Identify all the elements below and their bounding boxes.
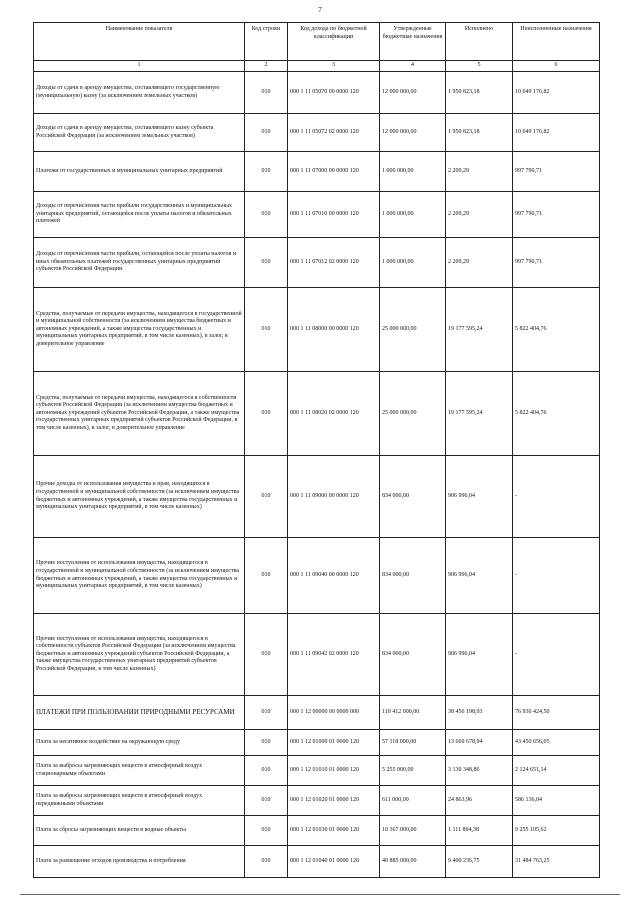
budget-code: 000 1 11 07000 00 0000 120 [288,152,380,192]
table-row [34,114,600,152]
budget-code: 000 1 11 09042 02 0000 120 [288,614,380,696]
unexecuted-amount: 997 790,71 [513,192,600,238]
indicator-name: Плата за сбросы загрязняющих веществ в водные объекты [34,816,245,846]
line-code: 010 [245,696,288,730]
budget-code: 000 1 12 01000 01 0000 120 [288,730,380,756]
indicator-name: Доходы от сдачи в аренду имущества, составляющего государственную (муниципальную) казну (за исключением земельных участков) [34,72,245,114]
line-code: 010 [245,288,288,372]
unexecuted-amount: - [513,456,600,538]
approved-amount: 834 000,00 [380,456,446,538]
executed-amount: 24 863,96 [446,786,513,816]
executed-amount: 3 130 348,86 [446,756,513,786]
column-number: 1 [34,61,245,72]
budget-code: 000 1 11 09040 00 0000 120 [288,538,380,614]
budget-code: 000 1 11 07012 02 0000 120 [288,238,380,288]
line-code: 010 [245,538,288,614]
unexecuted-amount: 43 450 656,05 [513,730,600,756]
budget-code: 000 1 11 05070 00 0000 120 [288,72,380,114]
unexecuted-amount: 5 822 404,76 [513,372,600,456]
column-number: 2 [245,61,288,72]
unexecuted-amount: 31 484 763,25 [513,846,600,878]
column-number: 6 [513,61,600,72]
indicator-name: Прочие поступления от использования имущества, находящегося в собственности субъектов Российской Федерации (за исключением имущества бюджетных и автономных учреждений субъектов Российской Федерации, а также имущества государственных унитарных предприятий субъектов Российской Федерации, в том числе казенных) [34,614,245,696]
unexecuted-amount: - [513,538,600,614]
unexecuted-amount: 997 790,71 [513,152,600,192]
indicator-name: Плата за выбросы загрязняющих веществ в атмосферный воздух передвижными объектами [34,786,245,816]
unexecuted-amount: 997 790,71 [513,238,600,288]
indicator-name: Доходы от перечисления части прибыли государственных и муниципальных унитарных предприятий, остающейся после уплаты налогов и обязательных платежей [34,192,245,238]
approved-amount: 10 367 000,00 [380,816,446,846]
page-number: 7 [318,6,322,14]
header-line-code: Код строки [245,23,288,61]
table-row [34,288,600,372]
unexecuted-amount: 9 255 105,62 [513,816,600,846]
table-row [34,756,600,786]
budget-code: 000 1 12 01040 01 0000 120 [288,846,380,878]
line-code: 010 [245,72,288,114]
line-code: 010 [245,192,288,238]
indicator-name: Средства, получаемые от передачи имущества, находящегося в собственности субъектов Российской Федерации (за исключением имущества бюджетных и автономных учреждений субъектов Российской Федерации, а также имущества государственных унитарных предприятий субъектов Российской Федерации, в том числе казенных), в залог, в доверительное управление [34,372,245,456]
indicator-name: Средства, получаемые от передачи имущества, находящегося в государственной и муниципальной собственности (за исключением имущества бюджетных и автономных учреждений, а также имущества государственных и муниципальных унитарных предприятий, в том числе казенных), в залог, в доверительное управление [34,288,245,372]
executed-amount: 2 209,29 [446,192,513,238]
indicator-name: Платежи от государственных и муниципальных унитарных предприятий [34,152,245,192]
line-code: 010 [245,152,288,192]
budget-code: 000 1 12 01010 01 0000 120 [288,756,380,786]
column-number: 3 [288,61,380,72]
unexecuted-amount: 10 049 176,82 [513,114,600,152]
line-code: 010 [245,372,288,456]
line-code: 010 [245,756,288,786]
table-row [34,192,600,238]
line-code: 010 [245,786,288,816]
table-row [34,238,600,288]
executed-amount: 9 400 236,75 [446,846,513,878]
approved-amount: 12 000 000,00 [380,72,446,114]
budget-code: 000 1 12 01020 01 0000 120 [288,786,380,816]
budget-code: 000 1 12 01030 01 0000 120 [288,816,380,846]
executed-amount: 1 950 823,18 [446,114,513,152]
table-row [34,730,600,756]
executed-amount: 2 209,29 [446,152,513,192]
executed-amount: 906 996,04 [446,614,513,696]
unexecuted-amount: 76 930 424,50 [513,696,600,730]
header-unexecuted: Неисполненные назначения [513,23,600,61]
executed-amount: 38 456 198,93 [446,696,513,730]
approved-amount: 1 000 000,00 [380,152,446,192]
executed-amount: 1 111 894,38 [446,816,513,846]
column-number: 5 [446,61,513,72]
table-row [34,816,600,846]
executed-amount: 13 669 678,94 [446,730,513,756]
approved-amount: 110 412 000,00 [380,696,446,730]
line-code: 010 [245,846,288,878]
budget-code: 000 1 11 05072 02 0000 120 [288,114,380,152]
table-row [34,152,600,192]
approved-amount: 611 000,00 [380,786,446,816]
line-code: 010 [245,456,288,538]
table-row [34,846,600,878]
line-code: 010 [245,816,288,846]
header-executed: Исполнено [446,23,513,61]
indicator-name: Доходы от сдачи в аренду имущества, составляющего казну субъекта Российской Федерации (за исключением земельных участков) [34,114,245,152]
indicator-name: Прочие доходы от использования имущества и прав, находящихся в государственной и муниципальной собственности (за исключением имущества бюджетных и автономных учреждений, а также имущества государственных и муниципальных унитарных предприятий, в том числе казенных) [34,456,245,538]
line-code: 010 [245,730,288,756]
indicator-name: Прочие поступления от использования имущества, находящегося в государственной и муниципальной собственности (за исключением имущества бюджетных и автономных учреждений, а также имущества государственных и муниципальных унитарных предприятий, в том числе казенных) [34,538,245,614]
approved-amount: 834 000,00 [380,538,446,614]
executed-amount: 19 177 595,24 [446,288,513,372]
table-row [34,538,600,614]
table-row [34,372,600,456]
approved-amount: 57 118 000,00 [380,730,446,756]
page-bottom-rule [20,894,620,895]
budget-code: 000 1 12 00000 00 0000 000 [288,696,380,730]
executed-amount: 906 996,04 [446,538,513,614]
table-row [34,786,600,816]
executed-amount: 2 209,29 [446,238,513,288]
budget-code: 000 1 11 07010 00 0000 120 [288,192,380,238]
indicator-name: ПЛАТЕЖИ ПРИ ПОЛЬЗОВАНИИ ПРИРОДНЫМИ РЕСУРСАМИ [34,696,245,730]
executed-amount: 19 177 595,24 [446,372,513,456]
budget-code: 000 1 11 09000 00 0000 120 [288,456,380,538]
table-row [34,456,600,538]
approved-amount: 1 000 000,00 [380,192,446,238]
indicator-name: Плата за негативное воздействие на окружающую среду [34,730,245,756]
column-number: 4 [380,61,446,72]
line-code: 010 [245,114,288,152]
unexecuted-amount: 5 822 404,76 [513,288,600,372]
table-row [34,696,600,730]
approved-amount: 25 000 000,00 [380,288,446,372]
header-approved: Утвержденные бюджетные назначения [380,23,446,61]
line-code: 010 [245,238,288,288]
approved-amount: 40 885 000,00 [380,846,446,878]
budget-code: 000 1 11 08000 00 0000 120 [288,288,380,372]
executed-amount: 1 950 823,18 [446,72,513,114]
unexecuted-amount: 586 136,04 [513,786,600,816]
header-row [34,23,600,61]
table-row [34,614,600,696]
unexecuted-amount: 2 124 651,14 [513,756,600,786]
unexecuted-amount: 10 049 176,82 [513,72,600,114]
revenue-table [33,22,600,878]
line-code: 010 [245,614,288,696]
approved-amount: 25 000 000,00 [380,372,446,456]
approved-amount: 1 000 000,00 [380,238,446,288]
table-row [34,72,600,114]
executed-amount: 906 996,04 [446,456,513,538]
header-indicator-name: Наименование показателя [34,23,245,61]
budget-code: 000 1 11 08020 02 0000 120 [288,372,380,456]
indicator-name: Плата за выбросы загрязняющих веществ в атмосферный воздух стационарными объектами [34,756,245,786]
approved-amount: 834 000,00 [380,614,446,696]
column-number-row [34,61,600,72]
header-budget-code: Код дохода по бюджетной классификации [288,23,380,61]
unexecuted-amount: - [513,614,600,696]
approved-amount: 5 255 000,00 [380,756,446,786]
indicator-name: Доходы от перечисления части прибыли, остающейся после уплаты налогов и иных обязательных платежей государственных унитарных предприятий субъектов Российской Федерации [34,238,245,288]
approved-amount: 12 000 000,00 [380,114,446,152]
indicator-name: Плата за размещение отходов производства и потребления [34,846,245,878]
